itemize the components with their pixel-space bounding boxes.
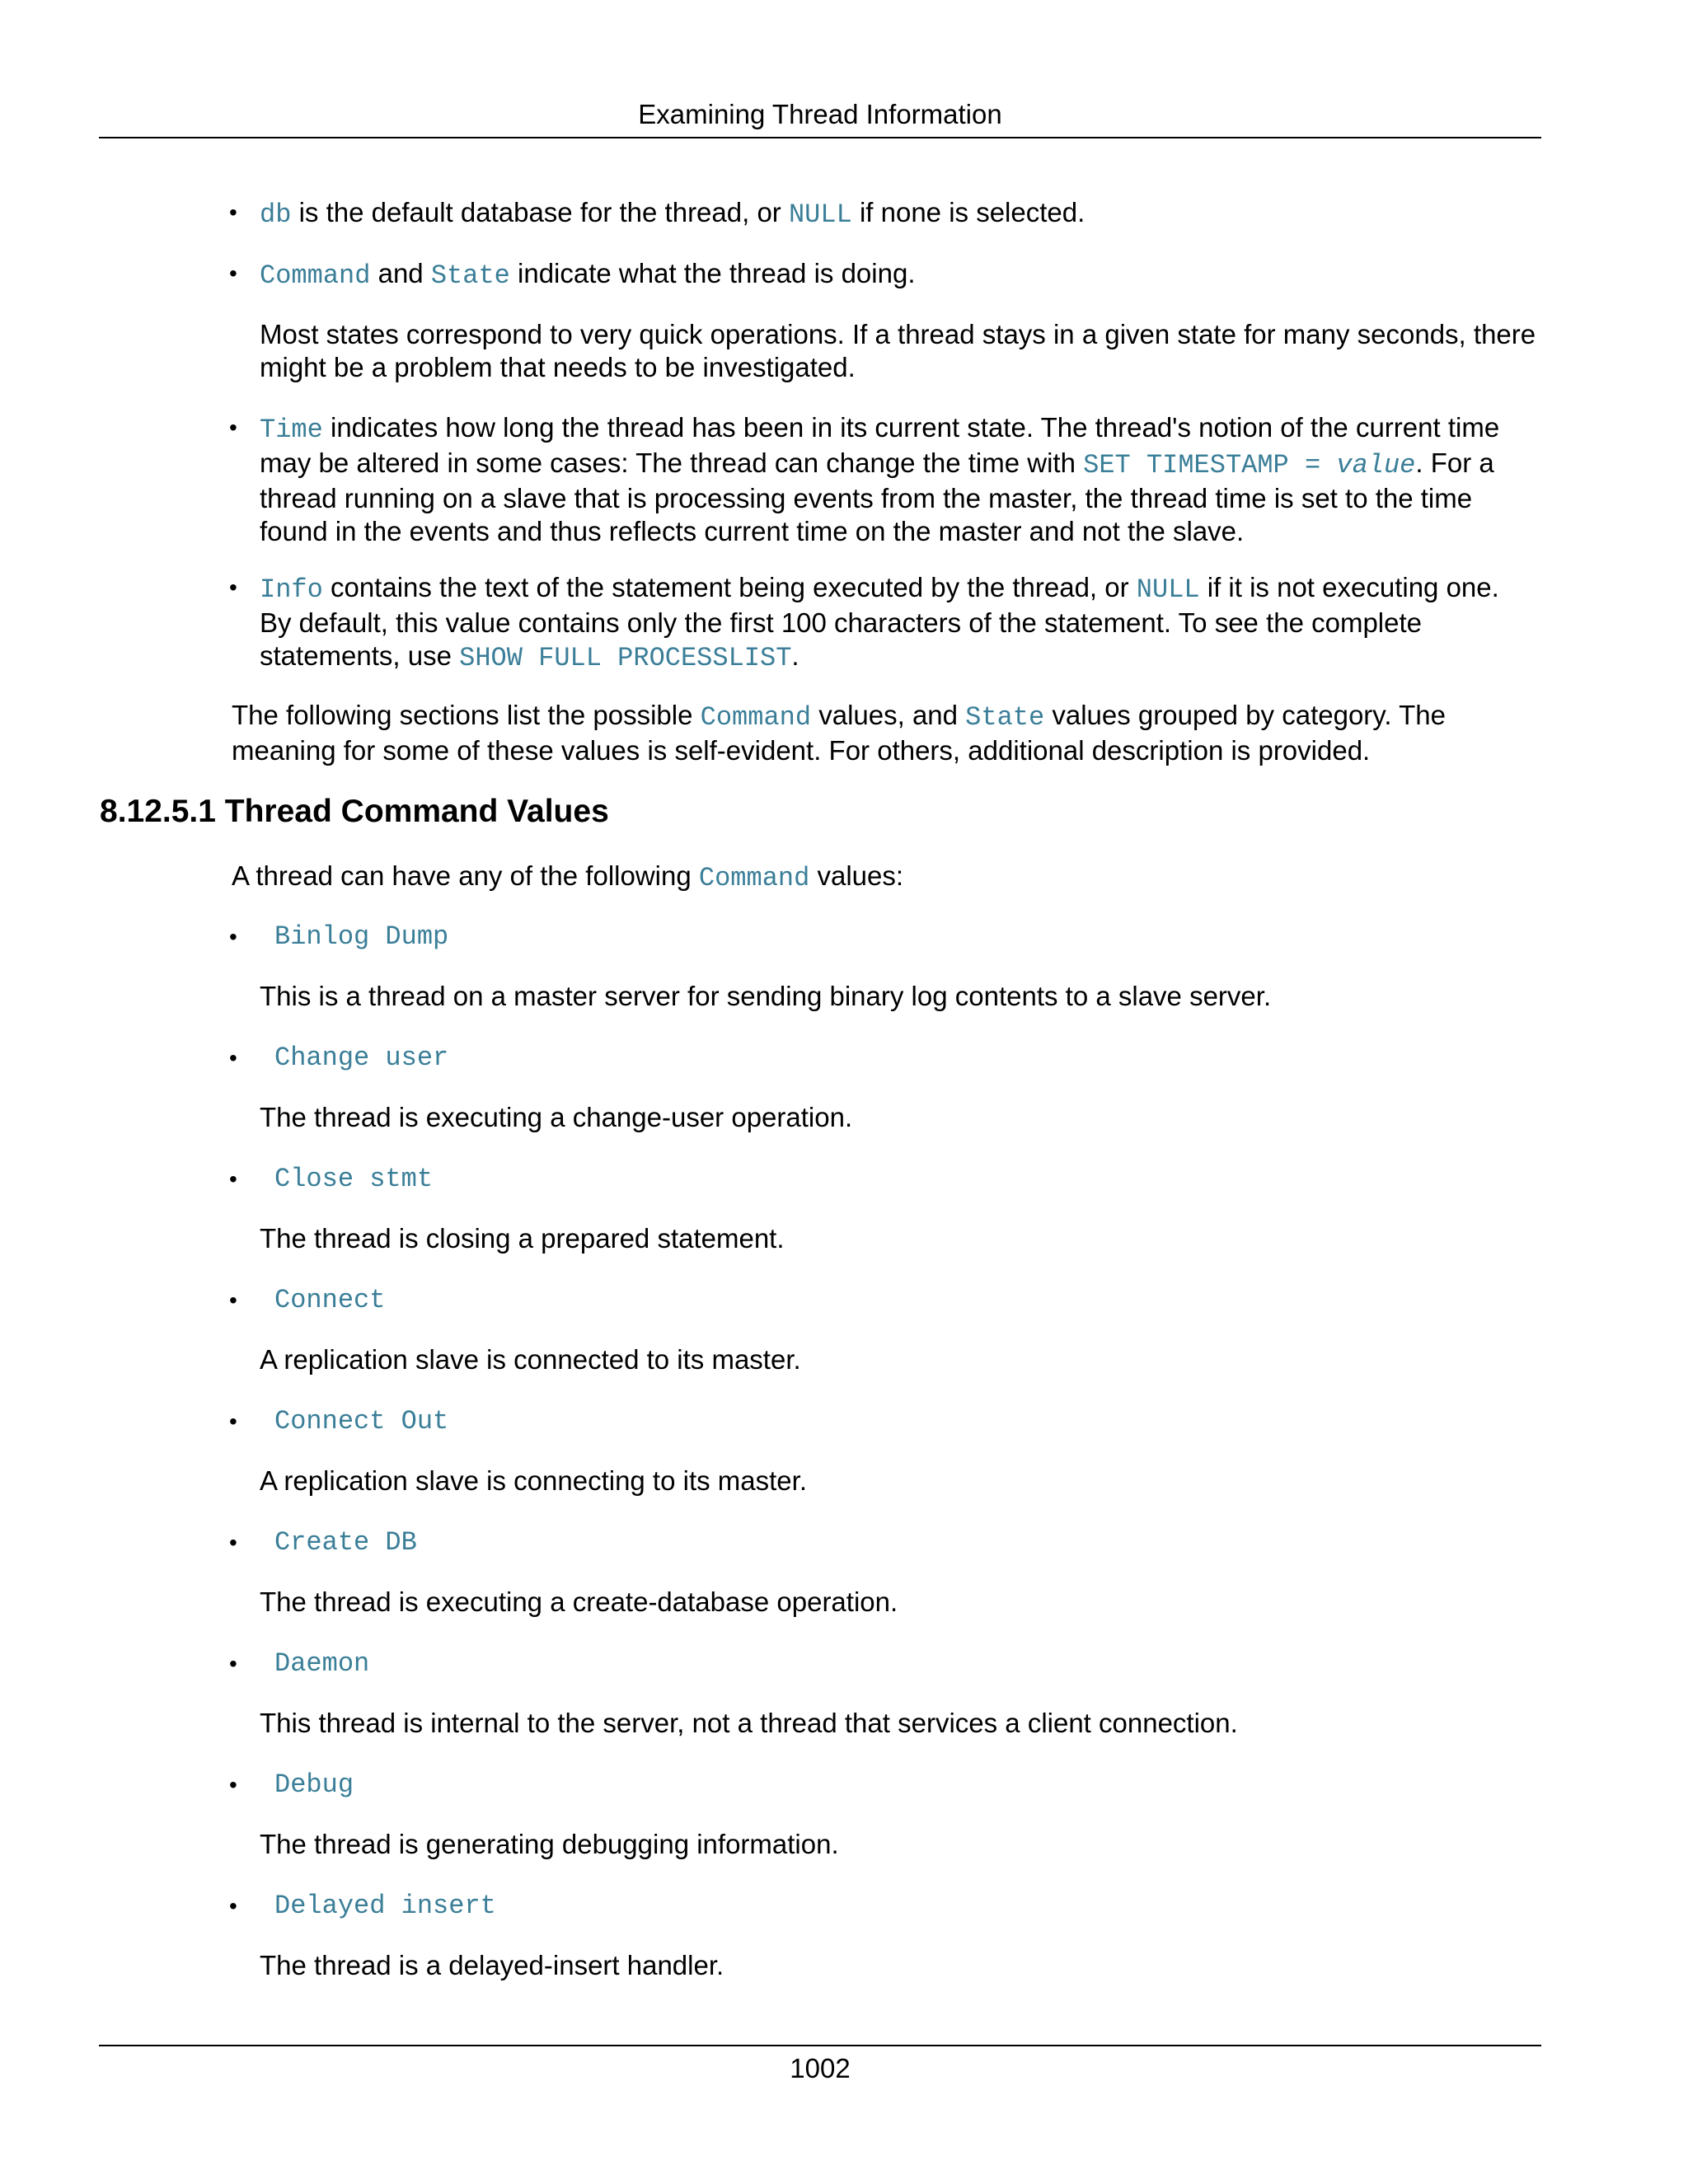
text: and — [370, 258, 431, 288]
bullet-icon: • — [229, 1045, 237, 1071]
command-description: A replication slave is connected to its master. — [260, 1344, 801, 1375]
bullet-icon: • — [229, 924, 237, 949]
page-number: 1002 — [790, 2053, 851, 2083]
code-command: Command — [700, 702, 812, 733]
command-term: Daemon — [274, 1648, 370, 1679]
bullet-info — [260, 571, 1537, 675]
text: . — [791, 640, 799, 671]
command-description: The thread is generating debugging information. — [260, 1829, 839, 1859]
command-term: Binlog Dump — [274, 921, 449, 952]
running-header: Examining Thread Information — [638, 99, 1002, 129]
text: values, and — [811, 700, 966, 730]
code-null: NULL — [1136, 574, 1200, 605]
text: if it is not executing one. By default, this value contains only the first 100 characters of the statement. To see the complete statements, use — [260, 572, 1499, 671]
code-state: State — [965, 702, 1045, 733]
command-description: This thread is internal to the server, not a thread that services a client connection. — [260, 1708, 1238, 1738]
code-info: Info — [260, 574, 323, 605]
bullet-icon: • — [229, 1530, 237, 1555]
header-rule — [99, 137, 1541, 138]
command-description: A replication slave is connecting to its master. — [260, 1465, 807, 1496]
text: A thread can have any of the following — [232, 860, 699, 891]
following-sections-paragraph — [232, 699, 1542, 767]
bullet-icon: • — [229, 1166, 237, 1192]
bullet-icon: • — [229, 1651, 237, 1676]
bullet-icon: • — [229, 260, 237, 286]
text: indicate what the thread is doing. — [509, 258, 916, 288]
text: is the default database for the thread, or — [291, 197, 789, 227]
bullet-icon: • — [229, 1772, 237, 1797]
bullet-icon: • — [229, 199, 237, 225]
bullet-icon: • — [229, 1893, 237, 1919]
code-command: Command — [698, 863, 810, 893]
command-term: Delayed insert — [274, 1891, 496, 1921]
bullet-icon: • — [229, 415, 237, 440]
bullet-time — [260, 411, 1537, 548]
bullet-icon: • — [229, 574, 237, 600]
command-description: This is a thread on a master server for sending binary log contents to a slave server. — [260, 981, 1272, 1011]
command-description: The thread is closing a prepared statement. — [260, 1223, 785, 1254]
text: . For a thread running on a slave that is processing events from the master, the thread time is set to the time found in the events and thus reflects current time on the master and not the slave. — [260, 448, 1494, 546]
section-heading: 8.12.5.1 Thread Command Values — [100, 794, 609, 829]
command-description: The thread is executing a change-user operation. — [260, 1102, 853, 1132]
command-term: Change user — [274, 1043, 449, 1073]
command-description: The thread is a delayed-insert handler. — [260, 1950, 724, 1980]
text: if none is selected. — [851, 197, 1085, 227]
text: values grouped by category. The meaning for some of these values is self-evident. For others, additional description is provided. — [232, 700, 1446, 766]
text: values: — [809, 860, 904, 891]
command-term: Close stmt — [274, 1164, 434, 1194]
bullet-icon: • — [229, 1287, 237, 1313]
code-db: db — [260, 199, 292, 230]
bullet-db — [260, 196, 1537, 232]
command-state-note: Most states correspond to very quick operations. If a thread stays in a given state for many seconds, there might be a problem that needs to be investigated. — [260, 319, 1536, 382]
footer-rule — [99, 2045, 1541, 2046]
code-null: NULL — [788, 199, 852, 230]
text: contains the text of the statement being executed by the thread, or — [322, 572, 1137, 602]
command-term: Connect Out — [274, 1406, 449, 1436]
bullet-icon: • — [229, 1408, 237, 1434]
command-description: The thread is executing a create-database operation. — [260, 1586, 898, 1617]
text: indicates how long the thread has been in its current state. The thread's notion of the current time may be altered in some cases: The thread can change the time with — [260, 412, 1500, 478]
text: The following sections list the possible — [232, 700, 701, 730]
command-term: Debug — [274, 1769, 354, 1800]
command-term: Connect — [274, 1285, 386, 1315]
code-value: value — [1336, 450, 1416, 480]
bullet-command-state — [260, 257, 1537, 293]
command-term: Create DB — [274, 1527, 417, 1558]
code-time: Time — [260, 415, 323, 445]
section-lead — [232, 860, 1542, 895]
code-set-timestamp: SET TIMESTAMP = — [1083, 450, 1337, 480]
code-command: Command — [260, 260, 371, 291]
code-show-full-processlist: SHOW FULL PROCESSLIST — [459, 643, 792, 673]
code-state: State — [430, 260, 510, 291]
